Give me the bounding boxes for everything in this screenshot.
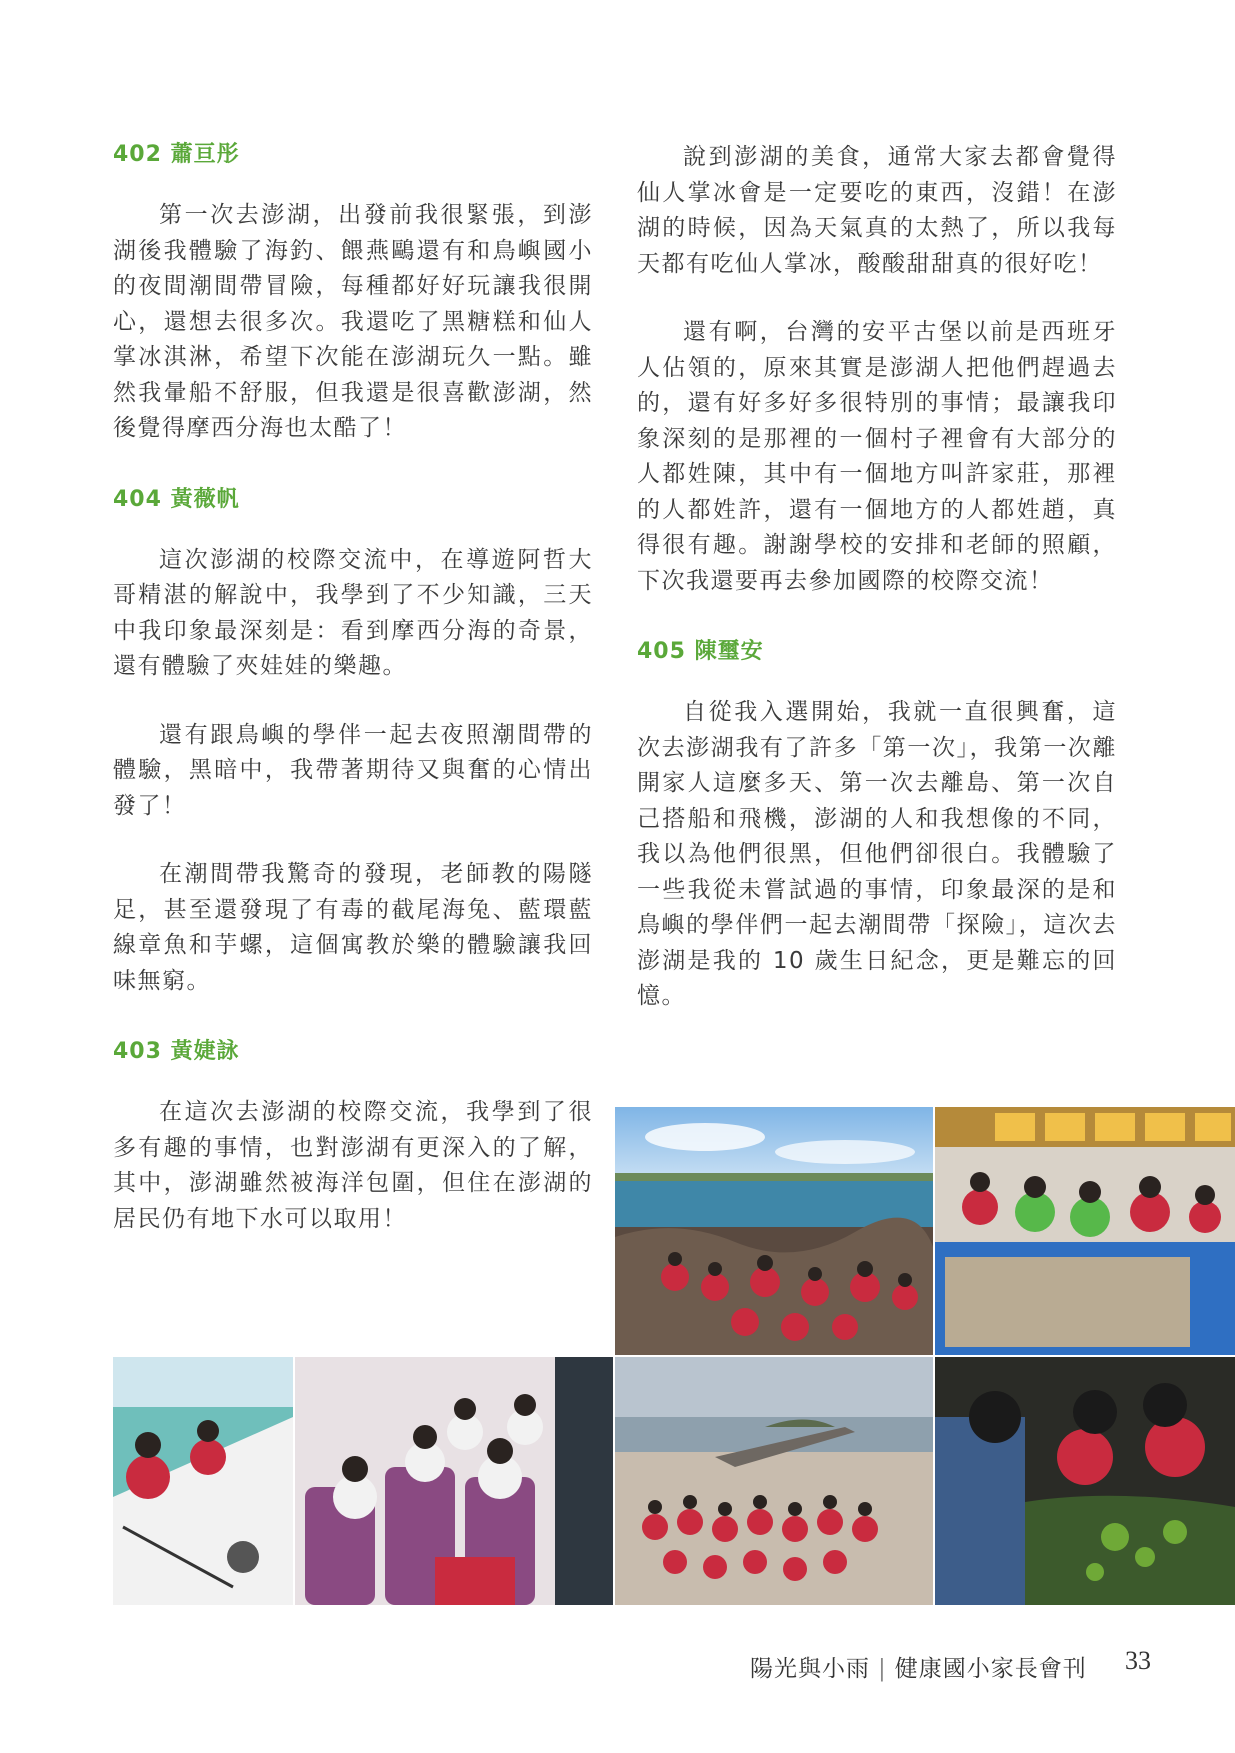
photo-moses-sea-parting (615, 1357, 933, 1605)
photo-night-tidal-flat (935, 1357, 1235, 1605)
paragraph: 自從我入選開始，我就一直很興奮，這次去澎湖我有了許多「第一次」，我第一次離開家人這麼多天、第一次去離島、第一次自己搭船和飛機，澎湖的人和我想像的不同，我以為他們很黑，但他們卻很白。我體驗了一些我從未嘗試過的事情，印象最深的是和鳥嶼的學伴們一起去潮間帶「探險」，這次去澎湖是我的 10 歲生日紀念，更是難忘的回憶。 (637, 699, 1117, 1009)
paragraph: 這次澎湖的校際交流中，在導遊阿哲大哥精湛的解說中，我學到了不少知識，三天中我印象最深刻是：看到摩西分海的奇景，還有體驗了夾娃娃的樂趣。 (113, 546, 593, 679)
section-heading: 404 黃薇帆 (113, 486, 240, 512)
page-number: 33 (1125, 1646, 1151, 1675)
section-402 (113, 140, 593, 447)
section-405 (637, 637, 1117, 1015)
publication-name: 陽光與小雨 (750, 1656, 870, 1682)
photo-airplane-cabin (295, 1357, 613, 1605)
photo-boat-fishing (113, 1357, 293, 1605)
right-column (637, 140, 1117, 1048)
paragraph: 還有跟鳥嶼的學伴一起去夜照潮間帶的體驗，黑暗中，我帶著期待又與奮的心情出發了！ (113, 721, 593, 819)
running-footer (750, 1650, 1087, 1683)
section-403 (113, 1037, 593, 1237)
paragraph: 還有啊，台灣的安平古堡以前是西班牙人佔領的，原來其實是澎湖人把他們趕過去的，還有好多好多很特別的事情；最讓我印象深刻的是那裡的一個村子裡會有大部分的人都姓陳，其中有一個地方叫許家莊，那裡的人都姓許，還有一個地方的人都姓趙，真得很有趣。謝謝學校的安排和老師的照顧，下次我還要再去參加國際的校際交流！ (637, 319, 1117, 594)
publication-subtitle: 健康國小家長會刊 (894, 1656, 1087, 1682)
left-column (113, 140, 593, 1270)
photo-aquarium-touch-pool (935, 1107, 1235, 1355)
section-continued (637, 140, 1117, 599)
section-404 (113, 485, 593, 1000)
paragraph: 在潮間帶我驚奇的發現，老師教的陽隧足，甚至還發現了有毒的截尾海兔、藍環藍線章魚和芋螺，這個寓教於樂的體驗讓我回味無窮。 (113, 861, 593, 994)
section-heading: 403 黃婕詠 (113, 1039, 240, 1064)
section-heading: 405 陳璽安 (637, 639, 764, 664)
paragraph: 第一次去澎湖，出發前我很緊張，到澎湖後我體驗了海釣、餵燕鷗還有和鳥嶼國小的夜間潮間帶冒險，每種都好好玩讓我很開心，還想去很多次。我還吃了黑糖糕和仙人掌冰淇淋，希望下次能在澎湖玩久一點。雖然我暈船不舒服，但我還是很喜歡澎湖，然後覺得摩西分海也太酷了！ (113, 202, 593, 441)
photo-coast-group (615, 1107, 933, 1355)
section-heading: 402 蕭亘彤 (113, 142, 240, 167)
paragraph: 在這次去澎湖的校際交流，我學到了很多有趣的事情，也對澎湖有更深入的了解，其中，澎湖雖然被海洋包圍，但住在澎湖的居民仍有地下水可以取用！ (113, 1099, 593, 1232)
footer-separator: | (878, 1656, 887, 1682)
paragraph: 說到澎湖的美食，通常大家去都會覺得仙人掌冰會是一定要吃的東西，沒錯！在澎湖的時候，因為天氣真的太熱了，所以我每天都有吃仙人掌冰，酸酸甜甜真的很好吃！ (637, 144, 1117, 277)
